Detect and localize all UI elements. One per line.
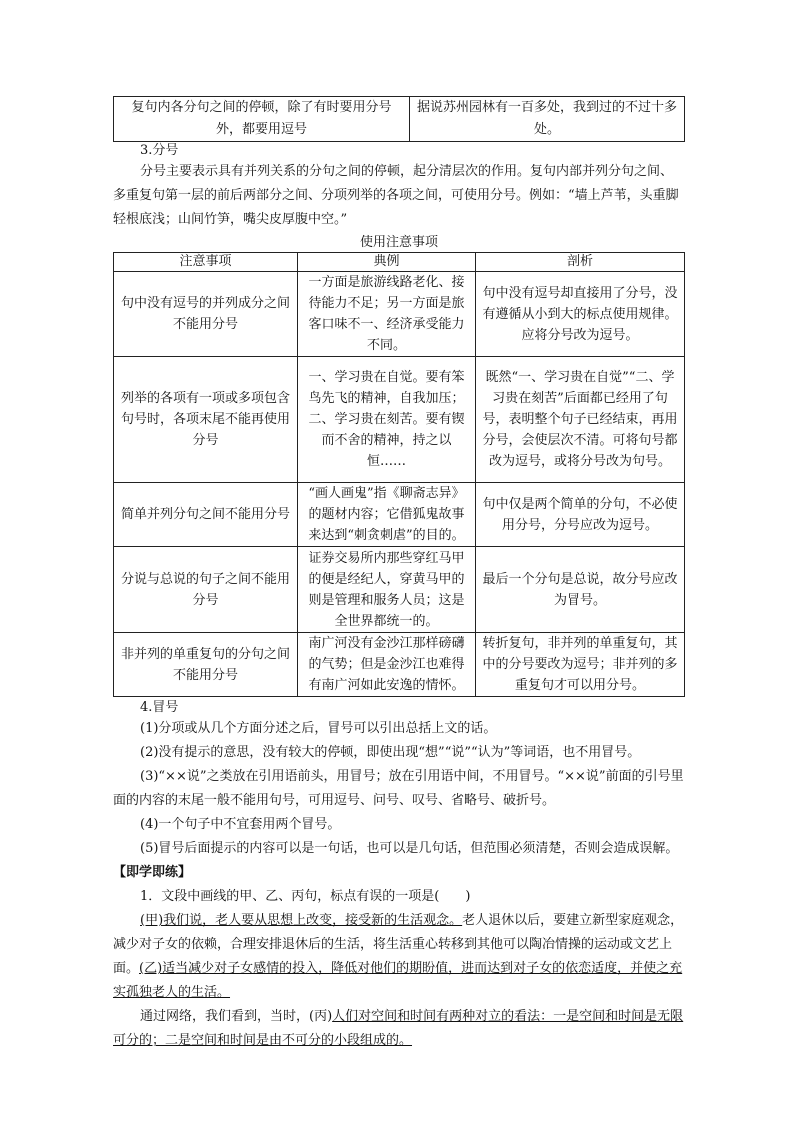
analysis-cell: 转折复句，非并列的单重复句，其中的分号要改为逗号；非并列的多重复句才可以用分号。 — [476, 633, 685, 697]
note-cell: 列举的各项有一项或多项包含句号时，各项末尾不能再使用分号 — [114, 357, 298, 483]
colon-rule: (4)一个句子中不宜套用两个冒号。 — [140, 817, 341, 832]
column-header: 典例 — [298, 253, 476, 272]
example-cell: 一、学习贵在自觉。要有笨鸟先飞的精神，自我加压；二、学习贵在刻苦。要有锲而不舍的精神，持之以恒…… — [298, 357, 476, 483]
analysis-cell: 最后一个分句是总说，故分号应改为冒号。 — [476, 547, 685, 633]
example-cell: 一方面是旅游线路老化、接待能力不足；另一方面是旅客口味不一、经济承受能力不同。 — [298, 272, 476, 357]
note-cell: 句中没有逗号的并列成分之间不能用分号 — [114, 272, 298, 357]
example-cell: 据说苏州园林有一百多处，我到过的不过十多处。 — [410, 97, 685, 142]
exercise-question: 1．文段中画线的甲、乙、丙句，标点有误的一项是( ) — [140, 889, 471, 904]
exercise-heading: 【即学即练】 — [113, 865, 192, 880]
analysis-cell: 句中没有逗号却直接用了分号，没有遵循从小到大的标点使用规律。应将分号改为逗号。 — [476, 272, 685, 357]
column-header: 剖析 — [476, 253, 685, 272]
table-row — [114, 483, 685, 547]
rule-cell: 复句内各分句之间的停顿，除了有时要用分号外，都要用逗号 — [114, 97, 410, 142]
semicolon-paragraph: 分号主要表示具有并列关系的分句之间的停顿，起分清层次的作用。复句内部并列分句之间、多重复句第一层的前后两部分之间、分项列举的各项之间，可使用分号。例如：“墙上芦苇，头重脚轻根底浅；山间竹笋，嘴尖皮厚腹中空。” — [113, 164, 679, 227]
exercise-passage — [113, 909, 685, 1005]
table-header-row — [114, 253, 685, 272]
passage-text: 通过网络，我们看到，当时，(丙) — [140, 1009, 333, 1024]
underlined-sentence-c: 人们对空间和时间有两种对立的看法：一是空间和时间是无限可分的；二是空间和时间是由不可分的小段组成的。 — [113, 1009, 684, 1048]
note-cell: 简单并列分句之间不能用分号 — [114, 483, 298, 547]
table-row — [114, 633, 685, 697]
colon-rule: (2)没有提示的意思，没有较大的停顿，即使出现“想”“说”“认为”等词语，也不用冒号。 — [140, 745, 641, 760]
example-cell: “画人画鬼”指《聊斋志异》的题材内容；它借狐鬼故事来达到“刺贪刺虐”的目的。 — [298, 483, 476, 547]
colon-rule: (5)冒号后面提示的内容可以是一句话，也可以是几句话，但范围必须清楚，否则会造成误解。 — [140, 841, 679, 856]
colon-rule: (1)分项或从几个方面分述之后，冒号可以引出总括上文的话。 — [140, 721, 497, 736]
passage-text: 老人退休以后，要建立新型家庭观念，减少对子女的依赖，合理安排退休后的生活，将生活重心转移到其他可以陶冶情操的运动或文艺上面。 — [113, 913, 684, 976]
comma-example-table — [113, 96, 685, 142]
table-row — [114, 97, 685, 142]
section-title-semicolon: 3.分号 — [140, 143, 179, 158]
table-row — [114, 357, 685, 483]
table-row — [114, 272, 685, 357]
section-title-colon: 4.冒号 — [140, 700, 179, 715]
table-caption: 使用注意事项 — [359, 235, 438, 250]
note-cell: 非并列的单重复句的分句之间不能用分号 — [114, 633, 298, 697]
underlined-sentence-b: (乙)适当减少对子女感情的投入，降低对他们的期盼值，进而达到对子女的依恋适度，并使之充实孤独老人的生活。 — [113, 961, 683, 1000]
example-cell: 证券交易所内那些穿红马甲的便是经纪人，穿黄马甲的则是管理和服务人员；这是全世界都统一的。 — [298, 547, 476, 633]
analysis-cell: 既然“一、学习贵在自觉”“二、学习贵在刻苦”后面都已经用了句号，表明整个句子已经结束，再用分号，会使层次不清。可将句号都改为逗号，或将分号改为句号。 — [476, 357, 685, 483]
table-row — [114, 547, 685, 633]
document-page — [113, 96, 685, 1053]
exercise-passage — [113, 1005, 685, 1053]
note-cell: 分说与总说的句子之间不能用分号 — [114, 547, 298, 633]
colon-rule: (3)“××说”之类放在引用语前头，用冒号；放在引用语中间，不用冒号。“××说”前面的引号里面的内容的末尾一般不能用句号，可用逗号、问号、叹号、省略号、破折号。 — [113, 769, 684, 808]
underlined-sentence-a: (甲)我们说，老人要从思想上改变，接受新的生活观念。 — [140, 913, 463, 928]
column-header: 注意事项 — [114, 253, 298, 272]
analysis-cell: 句中仅是两个简单的分句，不必使用分号，分号应改为逗号。 — [476, 483, 685, 547]
example-cell: 南广河没有金沙江那样磅礴的气势；但是金沙江也难得有南广河如此安逸的情怀。 — [298, 633, 476, 697]
semicolon-usage-table — [113, 252, 685, 697]
